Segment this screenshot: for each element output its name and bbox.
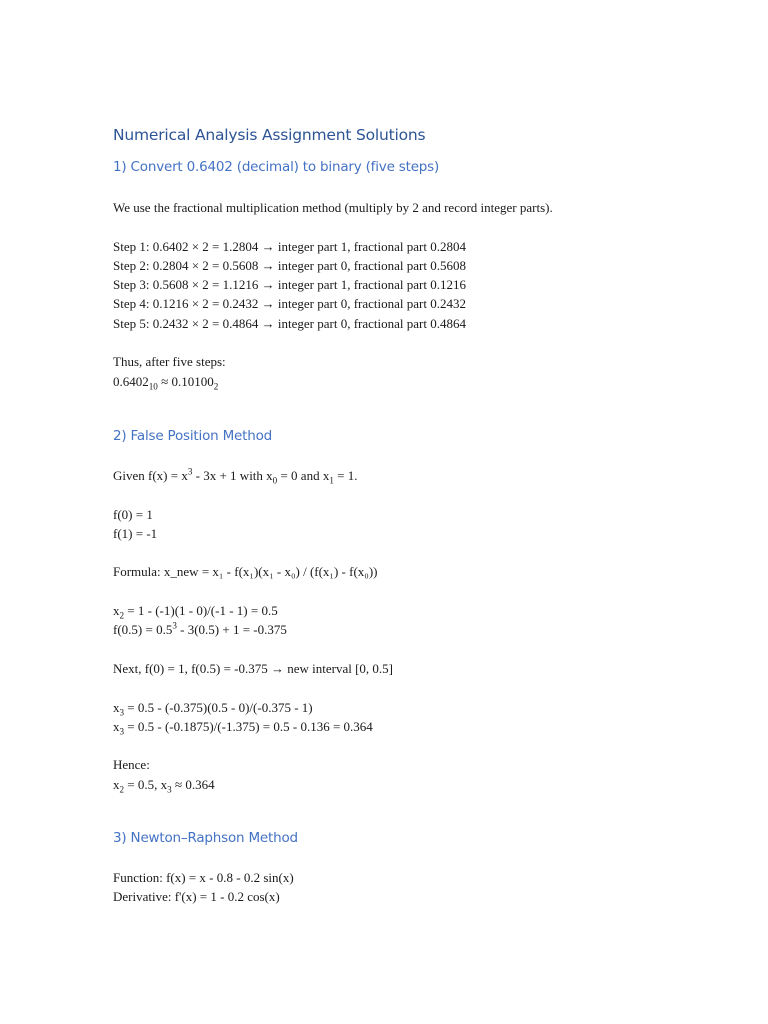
binary-result [113, 372, 733, 391]
x3-text: = 0.5 - (-0.375)(0.5 - 0)/(-0.375 - 1) [124, 699, 313, 715]
section-1-heading: 1) Convert 0.6402 (decimal) to binary (five steps) [113, 159, 440, 175]
next-interval-line: Next, f(0) = 1, f(0.5) = -0.375 → new interval [0, 0.5] [113, 660, 394, 676]
derivative-line: Derivative: f'(x) = 1 - 0.2 cos(x) [113, 889, 280, 905]
given-line [113, 466, 733, 485]
section-2-heading: 2) False Position Method [113, 427, 273, 444]
f1-line: f(1) = -1 [113, 525, 158, 541]
step-line: Step 2: 0.2804 × 2 = 0.5608 → integer part 0, fractional part 0.5608 [113, 257, 466, 273]
section-1-intro: We use the fractional multiplication method (multiply by 2 and record integer parts). [113, 200, 553, 215]
final-text: x [113, 776, 120, 792]
given-subscript: 1 [329, 475, 334, 486]
f05-text: f(0.5) = 0.5 [113, 622, 173, 638]
given-text: = 0 and x [277, 467, 330, 483]
x2-text: = 1 - (-1)(1 - 0)/(-1 - 1) = 0.5 [124, 603, 278, 619]
section-3-heading: 3) Newton–Raphson Method [113, 830, 298, 847]
step-line: Step 1: 0.6402 × 2 = 1.2804 → integer part 1, fractional part 0.2804 [113, 238, 466, 254]
final-subscript: 3 [167, 784, 172, 795]
x3-subscript: 3 [119, 726, 125, 737]
section-1-conclusion: Thus, after five steps: [113, 354, 226, 370]
formula-line: Formula: x_new = x₁ - f(x₁)(x₁ - x₀) / (f(x₁) - f(x₀)) [113, 564, 378, 580]
x3-text: = 0.5 - (-0.1875)/(-1.375) = 0.5 - 0.136 = 0.364 [124, 718, 373, 734]
final-result-line [113, 775, 733, 794]
document-page [113, 120, 733, 907]
given-text: = 1. [333, 467, 358, 483]
x2-subscript: 2 [119, 610, 125, 621]
step-line: Step 3: 0.5608 × 2 = 1.1216 → integer part 1, fractional part 0.1216 [113, 277, 466, 293]
given-text: Given f(x) = x [113, 467, 188, 483]
result-binary: ≈ 0.10100 [157, 373, 214, 389]
f05-exponent: 3 [172, 621, 177, 632]
x3-text: x [113, 718, 120, 734]
x2-text: x [113, 603, 120, 619]
result-binary-base: 2 [213, 381, 219, 392]
hence-line: Hence: [113, 757, 150, 773]
f05-text: - 3(0.5) + 1 = -0.375 [176, 622, 287, 638]
x2-line [113, 601, 733, 620]
f05-line [113, 620, 733, 639]
step-line: Step 5: 0.2432 × 2 = 0.4864 → integer part 0, fractional part 0.4864 [113, 315, 466, 331]
document-title: Numerical Analysis Assignment Solutions [113, 126, 426, 144]
given-subscript: 0 [272, 475, 278, 486]
function-line: Function: f(x) = x - 0.8 - 0.2 sin(x) [113, 870, 294, 886]
result-decimal-base: 10 [148, 381, 158, 392]
given-text: - 3x + 1 with x [192, 467, 273, 483]
final-subscript: 2 [119, 784, 125, 795]
x3-text: x [113, 699, 120, 715]
final-text: ≈ 0.364 [171, 776, 215, 792]
step-line: Step 4: 0.1216 × 2 = 0.2432 → integer part 0, fractional part 0.2432 [113, 296, 466, 312]
given-exponent: 3 [187, 466, 193, 477]
result-decimal: 0.6402 [113, 373, 149, 389]
final-text: = 0.5, x [124, 776, 168, 792]
f0-line: f(0) = 1 [113, 506, 153, 522]
x3-line [113, 717, 733, 736]
x3-subscript: 3 [119, 707, 125, 718]
x3-line [113, 698, 733, 717]
